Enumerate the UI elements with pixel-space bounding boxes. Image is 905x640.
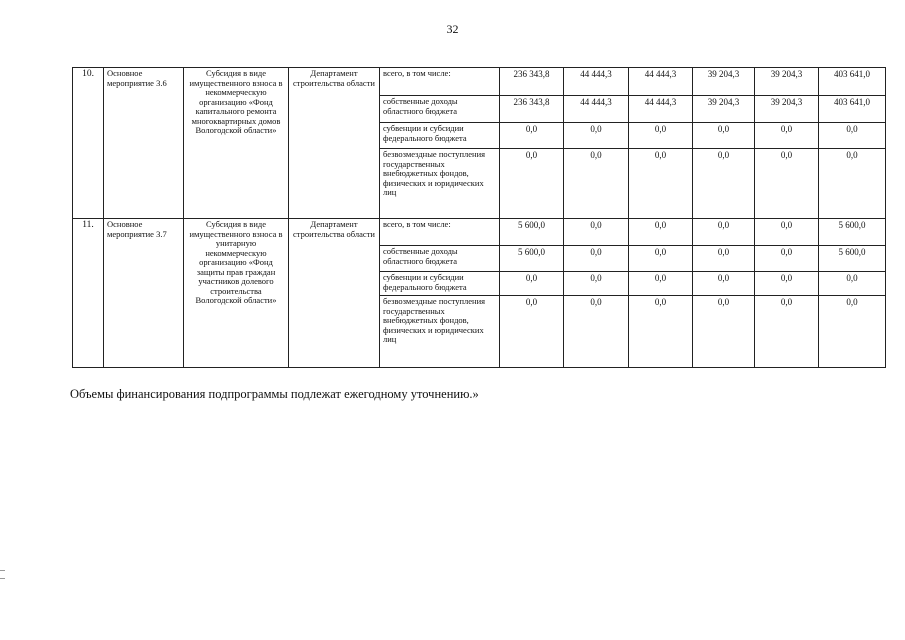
value-cell: 0,0: [500, 149, 564, 219]
table-row: [73, 219, 886, 246]
value-cell: 0,0: [819, 149, 886, 219]
value-cell: 0,0: [564, 272, 629, 296]
value-cell: 5 600,0: [819, 219, 886, 246]
source-label: субвенции и субсидии федерального бюджета: [380, 272, 500, 296]
value-cell: 236 343,8: [500, 68, 564, 96]
value-cell: 0,0: [693, 219, 755, 246]
footer-note: Объемы финансирования подпрограммы подлежат ежегодному уточнению.»: [70, 387, 479, 401]
value-cell: 0,0: [500, 123, 564, 149]
value-cell: 0,0: [629, 219, 693, 246]
scan-artifact: [0, 578, 5, 579]
measure-name: Основное мероприятие 3.7: [104, 219, 184, 368]
value-cell: 0,0: [500, 272, 564, 296]
value-cell: 39 204,3: [693, 68, 755, 96]
source-label: собственные доходы областного бюджета: [380, 246, 500, 272]
value-cell: 0,0: [693, 272, 755, 296]
scan-artifact: [0, 570, 5, 571]
executor: Департамент строительства области: [289, 219, 380, 368]
source-label: субвенции и субсидии федерального бюджета: [380, 123, 500, 149]
value-cell: 0,0: [755, 272, 819, 296]
value-cell: 39 204,3: [755, 68, 819, 96]
value-cell: 0,0: [564, 246, 629, 272]
row-number: 11.: [73, 219, 104, 368]
source-label: всего, в том числе:: [380, 68, 500, 96]
page-number: 32: [446, 22, 459, 36]
value-cell: 403 641,0: [819, 96, 886, 123]
value-cell: 44 444,3: [564, 96, 629, 123]
financing-table: [72, 67, 886, 368]
value-cell: 0,0: [564, 296, 629, 368]
measure-description: Субсидия в виде имущественного взноса в унитарную некоммерческую организацию «Фонд защиты прав граждан участников долевого строительства Вологодской области»: [184, 219, 289, 368]
value-cell: 5 600,0: [500, 246, 564, 272]
value-cell: 0,0: [755, 123, 819, 149]
value-cell: 39 204,3: [693, 96, 755, 123]
executor: Департамент строительства области: [289, 68, 380, 219]
value-cell: 0,0: [819, 272, 886, 296]
source-label: собственные доходы областного бюджета: [380, 96, 500, 123]
value-cell: 39 204,3: [755, 96, 819, 123]
value-cell: 0,0: [755, 296, 819, 368]
source-label: всего, в том числе:: [380, 219, 500, 246]
value-cell: 0,0: [819, 123, 886, 149]
value-cell: 0,0: [693, 123, 755, 149]
value-cell: 44 444,3: [629, 96, 693, 123]
value-cell: 0,0: [755, 149, 819, 219]
value-cell: 0,0: [629, 272, 693, 296]
value-cell: 403 641,0: [819, 68, 886, 96]
value-cell: 0,0: [564, 219, 629, 246]
measure-description: Субсидия в виде имущественного взноса в некоммерческую организацию «Фонд капитального ремонта многоквартирных домов Вологодской области»: [184, 68, 289, 219]
value-cell: 44 444,3: [629, 68, 693, 96]
value-cell: 0,0: [564, 149, 629, 219]
value-cell: 44 444,3: [564, 68, 629, 96]
value-cell: 0,0: [693, 296, 755, 368]
value-cell: 5 600,0: [819, 246, 886, 272]
value-cell: 0,0: [693, 149, 755, 219]
row-number: 10.: [73, 68, 104, 219]
value-cell: 236 343,8: [500, 96, 564, 123]
value-cell: 0,0: [755, 246, 819, 272]
source-label: безвозмездные поступления государственных внебюджетных фондов, физических и юридических лиц: [380, 149, 500, 219]
value-cell: 0,0: [693, 246, 755, 272]
value-cell: 5 600,0: [500, 219, 564, 246]
source-label: безвозмездные поступления государственных внебюджетных фондов, физических и юридических лиц: [380, 296, 500, 368]
value-cell: 0,0: [500, 296, 564, 368]
table-row: [73, 68, 886, 96]
value-cell: 0,0: [564, 123, 629, 149]
value-cell: 0,0: [755, 219, 819, 246]
value-cell: 0,0: [629, 296, 693, 368]
value-cell: 0,0: [819, 296, 886, 368]
value-cell: 0,0: [629, 149, 693, 219]
measure-name: Основное мероприятие 3.6: [104, 68, 184, 219]
value-cell: 0,0: [629, 246, 693, 272]
value-cell: 0,0: [629, 123, 693, 149]
